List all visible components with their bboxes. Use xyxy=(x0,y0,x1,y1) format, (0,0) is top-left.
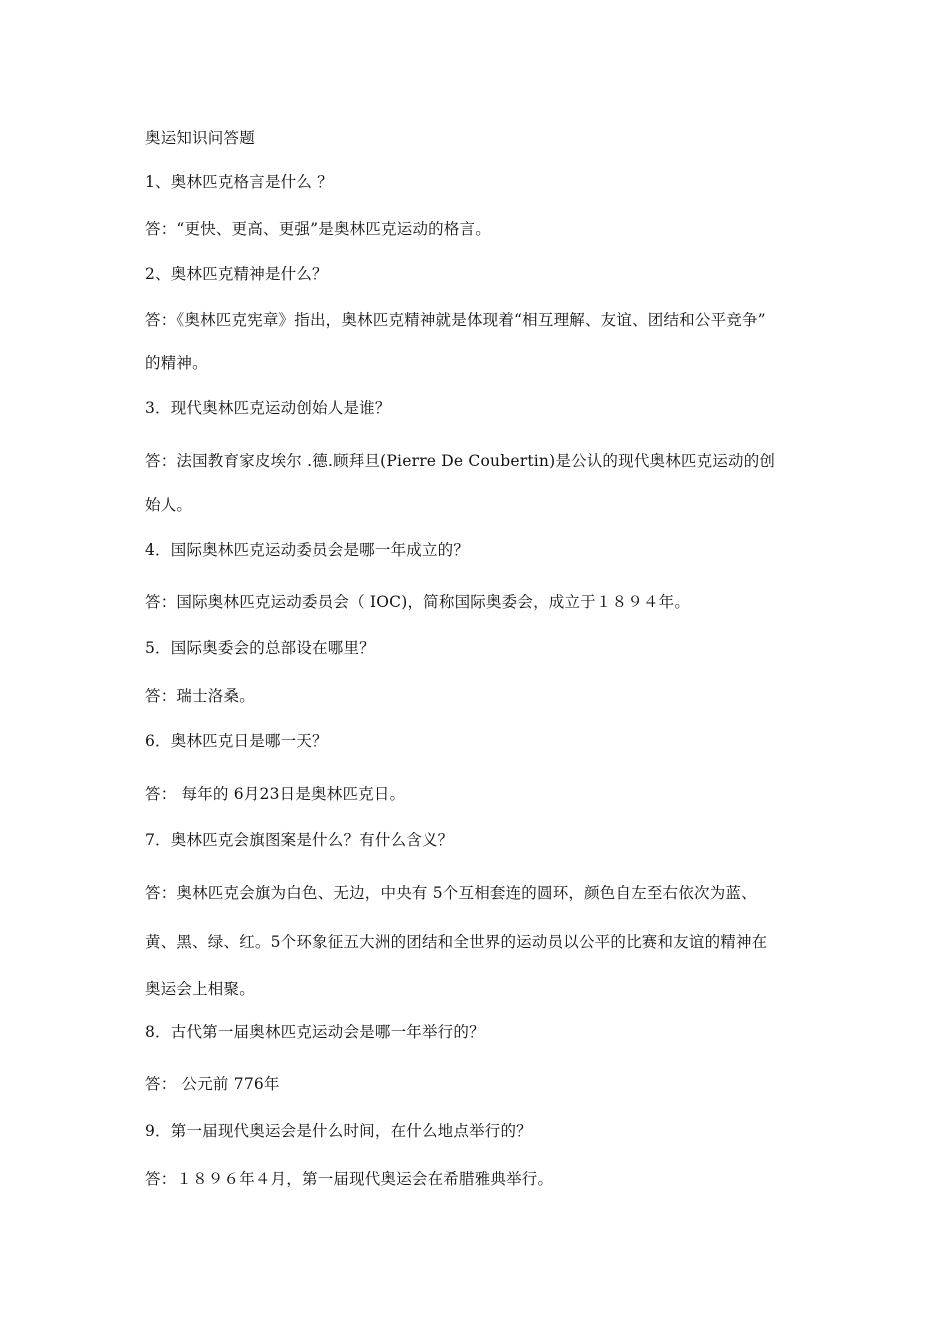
answer-2-line-1: 答：《奥林匹克宪章》指出，奥林匹克精神就是体现着“相互理解、友谊、团结和公平竞争” xyxy=(145,311,766,329)
answer-7-line-3: 奥运会上相聚。 xyxy=(145,980,255,998)
answer-3-line-1: 答：法国教育家皮埃尔 .德.顾拜旦(Pierre De Coubertin)是公认的现代奥林匹克运动的创 xyxy=(145,452,776,470)
question-3: 3．现代奥林匹克运动创始人是谁？ xyxy=(145,399,391,417)
answer-7-line-1: 答：奥林匹克会旗为白色、无边，中央有 5个互相套连的圆环，颜色自左至右依次为蓝、 xyxy=(145,884,757,902)
answer-2-line-2: 的精神。 xyxy=(145,354,208,372)
answer-4: 答：国际奥林匹克运动委员会（ IOC)，简称国际奥委会，成立于１８９４年。 xyxy=(145,593,691,611)
question-9: 9．第一届现代奥运会是什么时间，在什么地点举行的？ xyxy=(145,1122,532,1140)
document-title: 奥运知识问答题 xyxy=(145,129,255,147)
answer-3-line-2: 始人。 xyxy=(145,496,193,514)
question-6: 6．奥林匹克日是哪一天？ xyxy=(145,732,328,750)
question-8: 8．古代第一届奥林匹克运动会是哪一年举行的？ xyxy=(145,1023,485,1041)
question-1: 1、奥林匹克格言是什么 ？ xyxy=(145,173,333,191)
answer-5: 答：瑞士洛桑。 xyxy=(145,687,255,705)
answer-7-line-2: 黄、黑、绿、红。5个环象征五大洲的团结和全世界的运动员以公平的比赛和友谊的精神在 xyxy=(145,933,768,951)
question-5: 5．国际奥委会的总部设在哪里？ xyxy=(145,639,375,657)
answer-6: 答： 每年的 6月23日是奥林匹克日。 xyxy=(145,785,406,803)
question-4: 4．国际奥林匹克运动委员会是哪一年成立的？ xyxy=(145,541,470,559)
question-2: 2、奥林匹克精神是什么？ xyxy=(145,265,328,283)
answer-9: 答：１８９６年４月，第一届现代奥运会在希腊雅典举行。 xyxy=(145,1170,554,1188)
answer-1: 答：“更快、更高、更强”是奥林匹克运动的格言。 xyxy=(145,220,491,238)
answer-8: 答： 公元前 776年 xyxy=(145,1075,280,1093)
question-7: 7．奥林匹克会旗图案是什么？有什么含义？ xyxy=(145,831,454,849)
